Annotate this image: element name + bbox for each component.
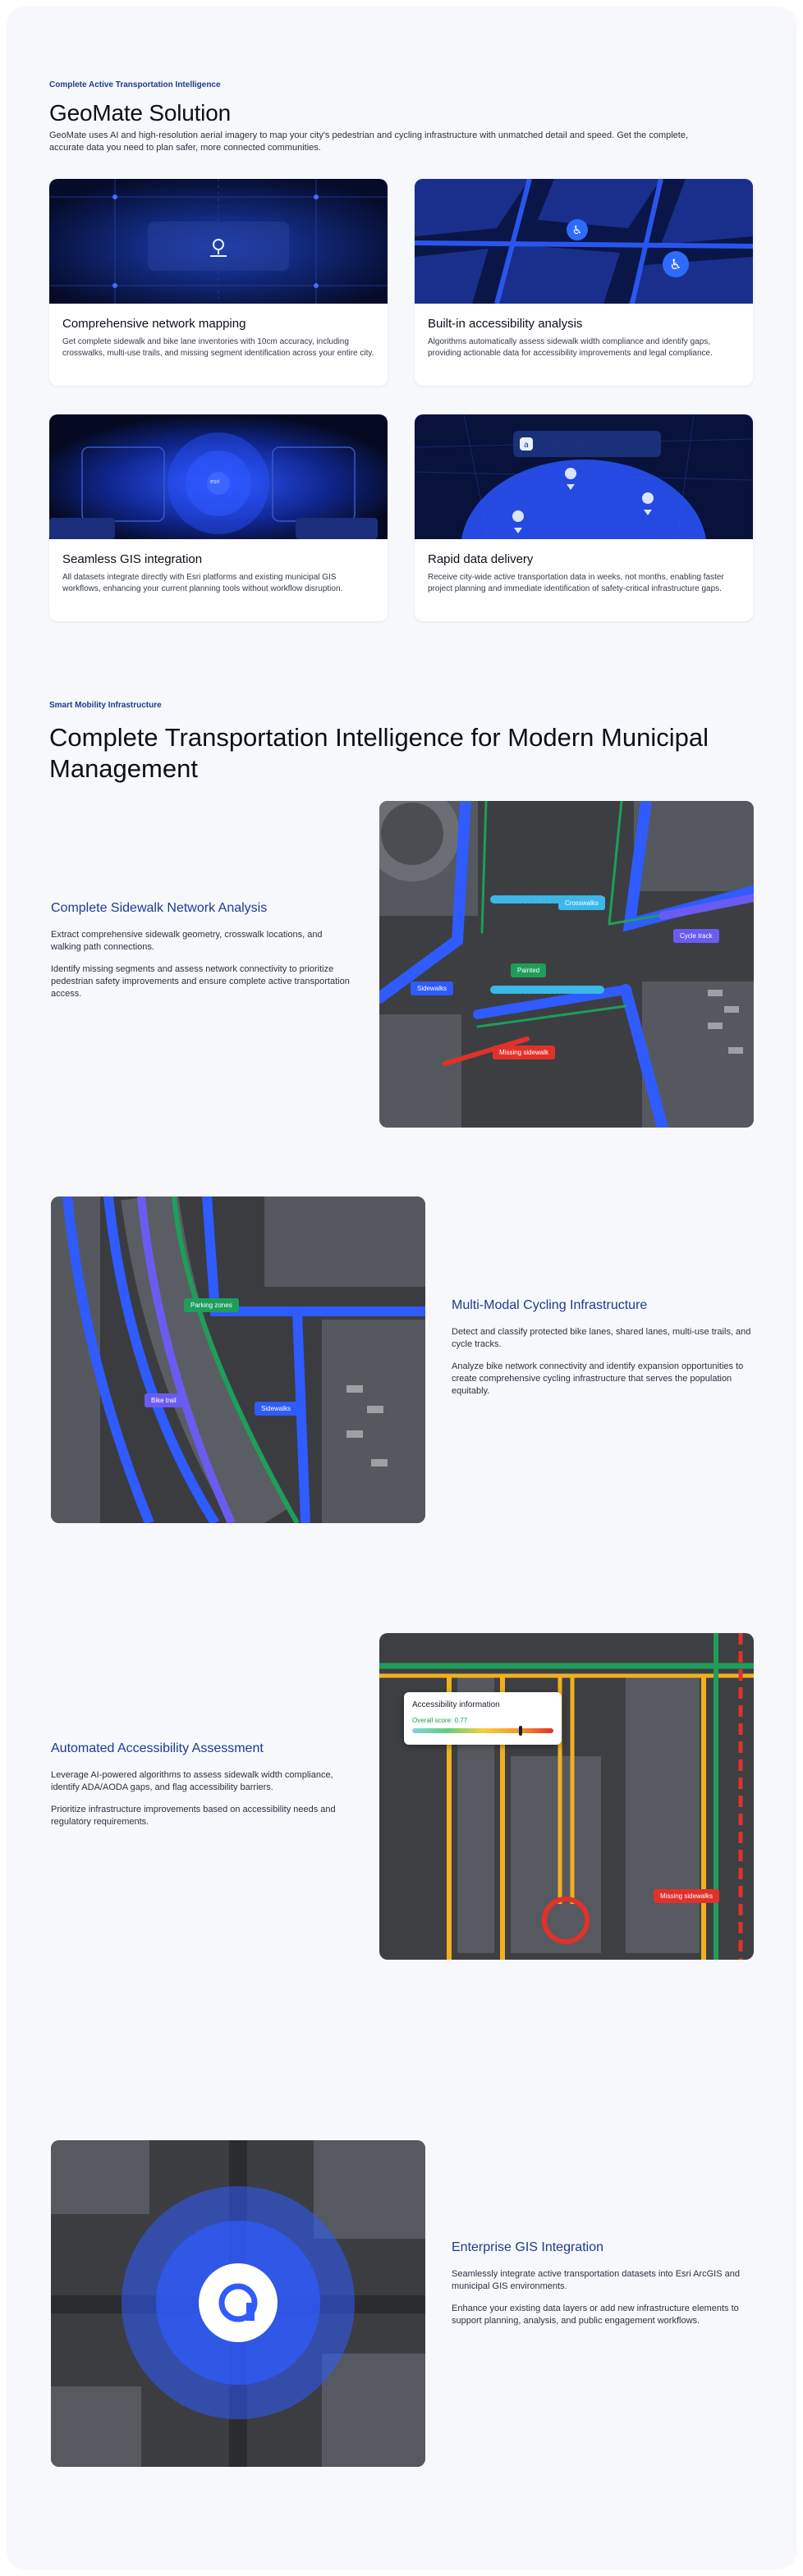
card-description: Get complete sidewalk and bike lane inventories with 10cm accuracy, including crosswalks, multi-use trails, and missing segment identification across your entire city.: [62, 337, 374, 358]
svg-text:♿: ♿: [669, 257, 682, 273]
card-title: Seamless GIS integration: [62, 552, 203, 566]
feature-paragraph: Leverage AI-powered algorithms to assess sidewalk width compliance, identify ADA/AODA gaps, and flag accessibility barriers.: [51, 1770, 333, 1792]
card-description: All datasets integrate directly with Esri platforms and existing municipal GIS workflows, enhancing your current planning tools without workflow disruption.: [62, 573, 343, 593]
infra-title: Complete Transportation Intelligence for Modern Municipal Management: [49, 723, 709, 783]
rapid-delivery-illustration: [415, 414, 753, 539]
svg-text:a: a: [523, 441, 530, 450]
card-title: Rapid data delivery: [428, 552, 534, 566]
card-accessibility-analysis: [415, 179, 753, 386]
card-gis-integration: [49, 414, 388, 621]
feature-paragraph: Seamlessly integrate active transportation datasets into Esri ArcGIS and municipal GIS environments.: [452, 2269, 740, 2291]
card-rapid-delivery: [415, 414, 753, 621]
card-description: Algorithms automatically assess sidewalk width compliance and identify gaps, providing actionable data for accessibility improvements and legal compliance.: [428, 337, 713, 358]
feature-paragraph: Detect and classify protected bike lanes, shared lanes, multi-use trails, and cycle tracks.: [452, 1327, 751, 1349]
feature-paragraph: Enhance your existing data layers or add new infrastructure elements to support planning, analysis, and public engagement workflows.: [452, 2304, 739, 2326]
svg-text:♿: ♿: [571, 224, 583, 237]
esri-logo: esri: [210, 479, 220, 485]
accessibility-illustration: [415, 179, 753, 304]
feature-paragraph: Prioritize infrastructure improvements based on accessibility needs and regulatory requirements.: [51, 1805, 336, 1827]
network-mapping-illustration: [49, 179, 388, 304]
solution-eyebrow: Complete Active Transportation Intelligence: [49, 80, 221, 89]
content-panel: [7, 7, 796, 2569]
popup-title: Accessibility information: [412, 1700, 500, 1709]
cycling-infrastructure-map: [51, 1196, 425, 1523]
tag-sidewalks: Sidewalks: [255, 1402, 297, 1416]
tag-bike-trail: Bike trail: [145, 1393, 183, 1407]
tag-sidewalks: Sidewalks: [411, 981, 453, 995]
feature-paragraph: Analyze bike network connectivity and identify expansion opportunities to create comprehensive cycling infrastructure that serves the population equitably.: [452, 1361, 744, 1396]
tag-parking-zones: Parking zones: [184, 1298, 239, 1312]
tag-cycle-track: Cycle track: [673, 929, 719, 943]
solution-lead: GeoMate uses AI and high-resolution aerial imagery to map your city's pedestrian and cycling infrastructure with unmatched detail and speed. Get the complete, accurate data you need to plan safer, more connected communities.: [49, 130, 689, 153]
score-marker: [519, 1726, 522, 1736]
tag-crosswalks: Crosswalks: [558, 896, 605, 910]
card-title: Built-in accessibility analysis: [428, 317, 583, 331]
feature-paragraph: Extract comprehensive sidewalk geometry, crosswalk locations, and walking path connections.: [51, 930, 323, 952]
solution-title: GeoMate Solution: [49, 100, 231, 126]
tag-missing-sidewalks: Missing sidewalks: [654, 1889, 719, 1903]
feature-title: Multi-Modal Cycling Infrastructure: [452, 1298, 648, 1312]
accessibility-assessment-map: [379, 1633, 754, 1960]
feature-title: Complete Sidewalk Network Analysis: [51, 901, 268, 915]
card-network-mapping: [49, 179, 388, 386]
tag-painted: Painted: [511, 963, 546, 977]
feature-paragraph: Identify missing segments and assess network connectivity to prioritize pedestrian safety improvements and ensure complete active transportation access.: [51, 964, 350, 999]
feature-title: Automated Accessibility Assessment: [51, 1741, 264, 1755]
card-title: Comprehensive network mapping: [62, 317, 246, 331]
score-bar: [412, 1728, 553, 1733]
tag-missing-sidewalk: Missing sidewalk: [493, 1045, 555, 1059]
infra-eyebrow: Smart Mobility Infrastructure: [49, 701, 162, 710]
sidewalk-network-map: [379, 801, 754, 1128]
feature-title: Enterprise GIS Integration: [452, 2240, 603, 2254]
accessibility-popup: [404, 1692, 562, 1745]
card-description: Receive city-wide active transportation data in weeks, not months, enabling faster project planning and immediate identification of safety-critical infrastructure gaps.: [428, 573, 724, 593]
popup-score: Overall score: 0.77: [412, 1717, 468, 1724]
gis-integration-map: [51, 2140, 425, 2467]
gis-integration-illustration: [49, 414, 388, 539]
